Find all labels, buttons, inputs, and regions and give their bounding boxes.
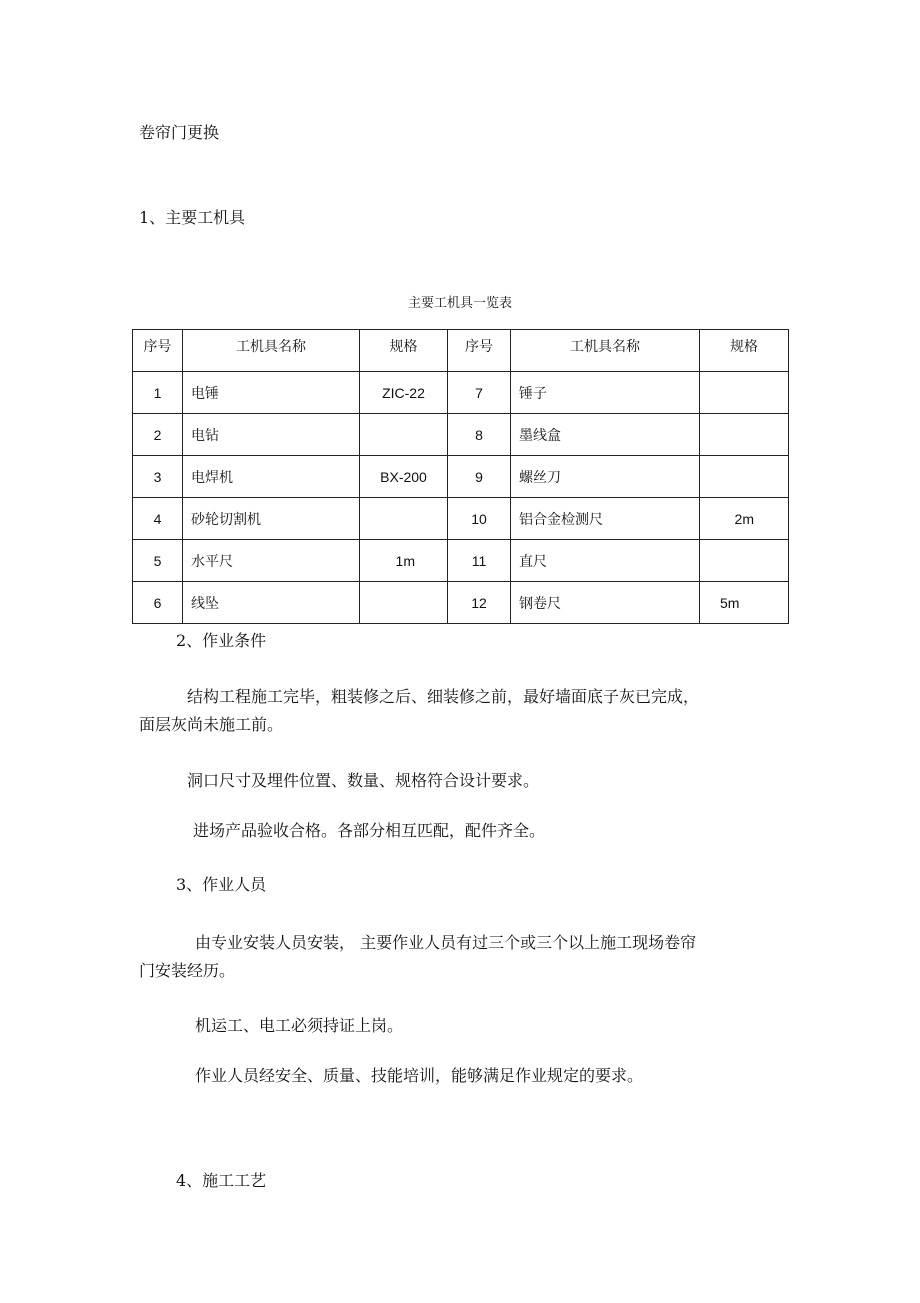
cell-no: 2 <box>133 414 183 456</box>
cell-name: 墨线盒 <box>511 414 700 456</box>
section-2-paragraph-3: 进场产品验收合格。各部分相互匹配，配件齐全。 <box>193 821 546 840</box>
section-2-paragraph-1-line-2: 面层灰尚未施工前。 <box>139 715 284 734</box>
table-row <box>133 498 789 540</box>
cell-spec <box>360 414 448 456</box>
cell-spec <box>700 414 789 456</box>
header-no-1: 序号 <box>133 330 183 372</box>
section-3-heading: 3、作业人员 <box>176 875 267 894</box>
table-row <box>133 540 789 582</box>
cell-no: 1 <box>133 372 183 414</box>
cell-name: 电钻 <box>183 414 360 456</box>
cell-no: 11 <box>448 540 511 582</box>
cell-name: 螺丝刀 <box>511 456 700 498</box>
cell-spec <box>700 372 789 414</box>
cell-spec: 2m <box>700 498 789 540</box>
cell-name: 电锤 <box>183 372 360 414</box>
cell-no: 8 <box>448 414 511 456</box>
section-3-paragraph-1-line-2: 门安装经历。 <box>139 961 236 980</box>
cell-no: 9 <box>448 456 511 498</box>
cell-name: 水平尺 <box>183 540 360 582</box>
header-name-1: 工机具名称 <box>183 330 360 372</box>
header-no-2: 序号 <box>448 330 511 372</box>
section-2-heading: 2、作业条件 <box>176 631 267 650</box>
cell-spec: BX-200 <box>360 456 448 498</box>
document-title: 卷帘门更换 <box>139 123 220 142</box>
cell-spec <box>360 582 448 624</box>
cell-spec <box>700 540 789 582</box>
header-name-2: 工机具名称 <box>511 330 700 372</box>
cell-spec <box>700 456 789 498</box>
header-spec-2: 规格 <box>700 330 789 372</box>
cell-no: 12 <box>448 582 511 624</box>
table-row <box>133 456 789 498</box>
section-3-paragraph-1-line-1: 由专业安装人员安装， 主要作业人员有过三个或三个以上施工现场卷帘 <box>195 933 697 952</box>
cell-name: 直尺 <box>511 540 700 582</box>
section-2-paragraph-1-line-1: 结构工程施工完毕，粗装修之后、细装修之前，最好墙面底子灰已完成， <box>187 687 700 706</box>
cell-no: 7 <box>448 372 511 414</box>
section-2-paragraph-2: 洞口尺寸及埋件位置、数量、规格符合设计要求。 <box>187 771 540 790</box>
cell-no: 5 <box>133 540 183 582</box>
table-header-row <box>133 330 789 372</box>
tools-table <box>132 329 789 624</box>
table-caption: 主要工机具一览表 <box>407 296 512 311</box>
cell-name: 线坠 <box>183 582 360 624</box>
cell-no: 10 <box>448 498 511 540</box>
cell-spec <box>360 498 448 540</box>
cell-name: 电焊机 <box>183 456 360 498</box>
cell-no: 3 <box>133 456 183 498</box>
cell-spec: ZIC-22 <box>360 372 448 414</box>
header-spec-1: 规格 <box>360 330 448 372</box>
cell-spec: 5m <box>700 582 789 624</box>
section-4-heading: 4、施工工艺 <box>176 1171 267 1190</box>
cell-name: 铝合金检测尺 <box>511 498 700 540</box>
table-row <box>133 372 789 414</box>
section-3-paragraph-3: 作业人员经安全、质量、技能培训，能够满足作业规定的要求。 <box>195 1066 644 1085</box>
cell-name: 钢卷尺 <box>511 582 700 624</box>
section-3-paragraph-2: 机运工、电工必须持证上岗。 <box>195 1016 404 1035</box>
cell-spec: 1m <box>360 540 448 582</box>
table-row <box>133 582 789 624</box>
section-1-heading: 1、主要工机具 <box>139 208 246 227</box>
cell-name: 砂轮切割机 <box>183 498 360 540</box>
cell-no: 6 <box>133 582 183 624</box>
cell-name: 锤子 <box>511 372 700 414</box>
cell-no: 4 <box>133 498 183 540</box>
table-row <box>133 414 789 456</box>
